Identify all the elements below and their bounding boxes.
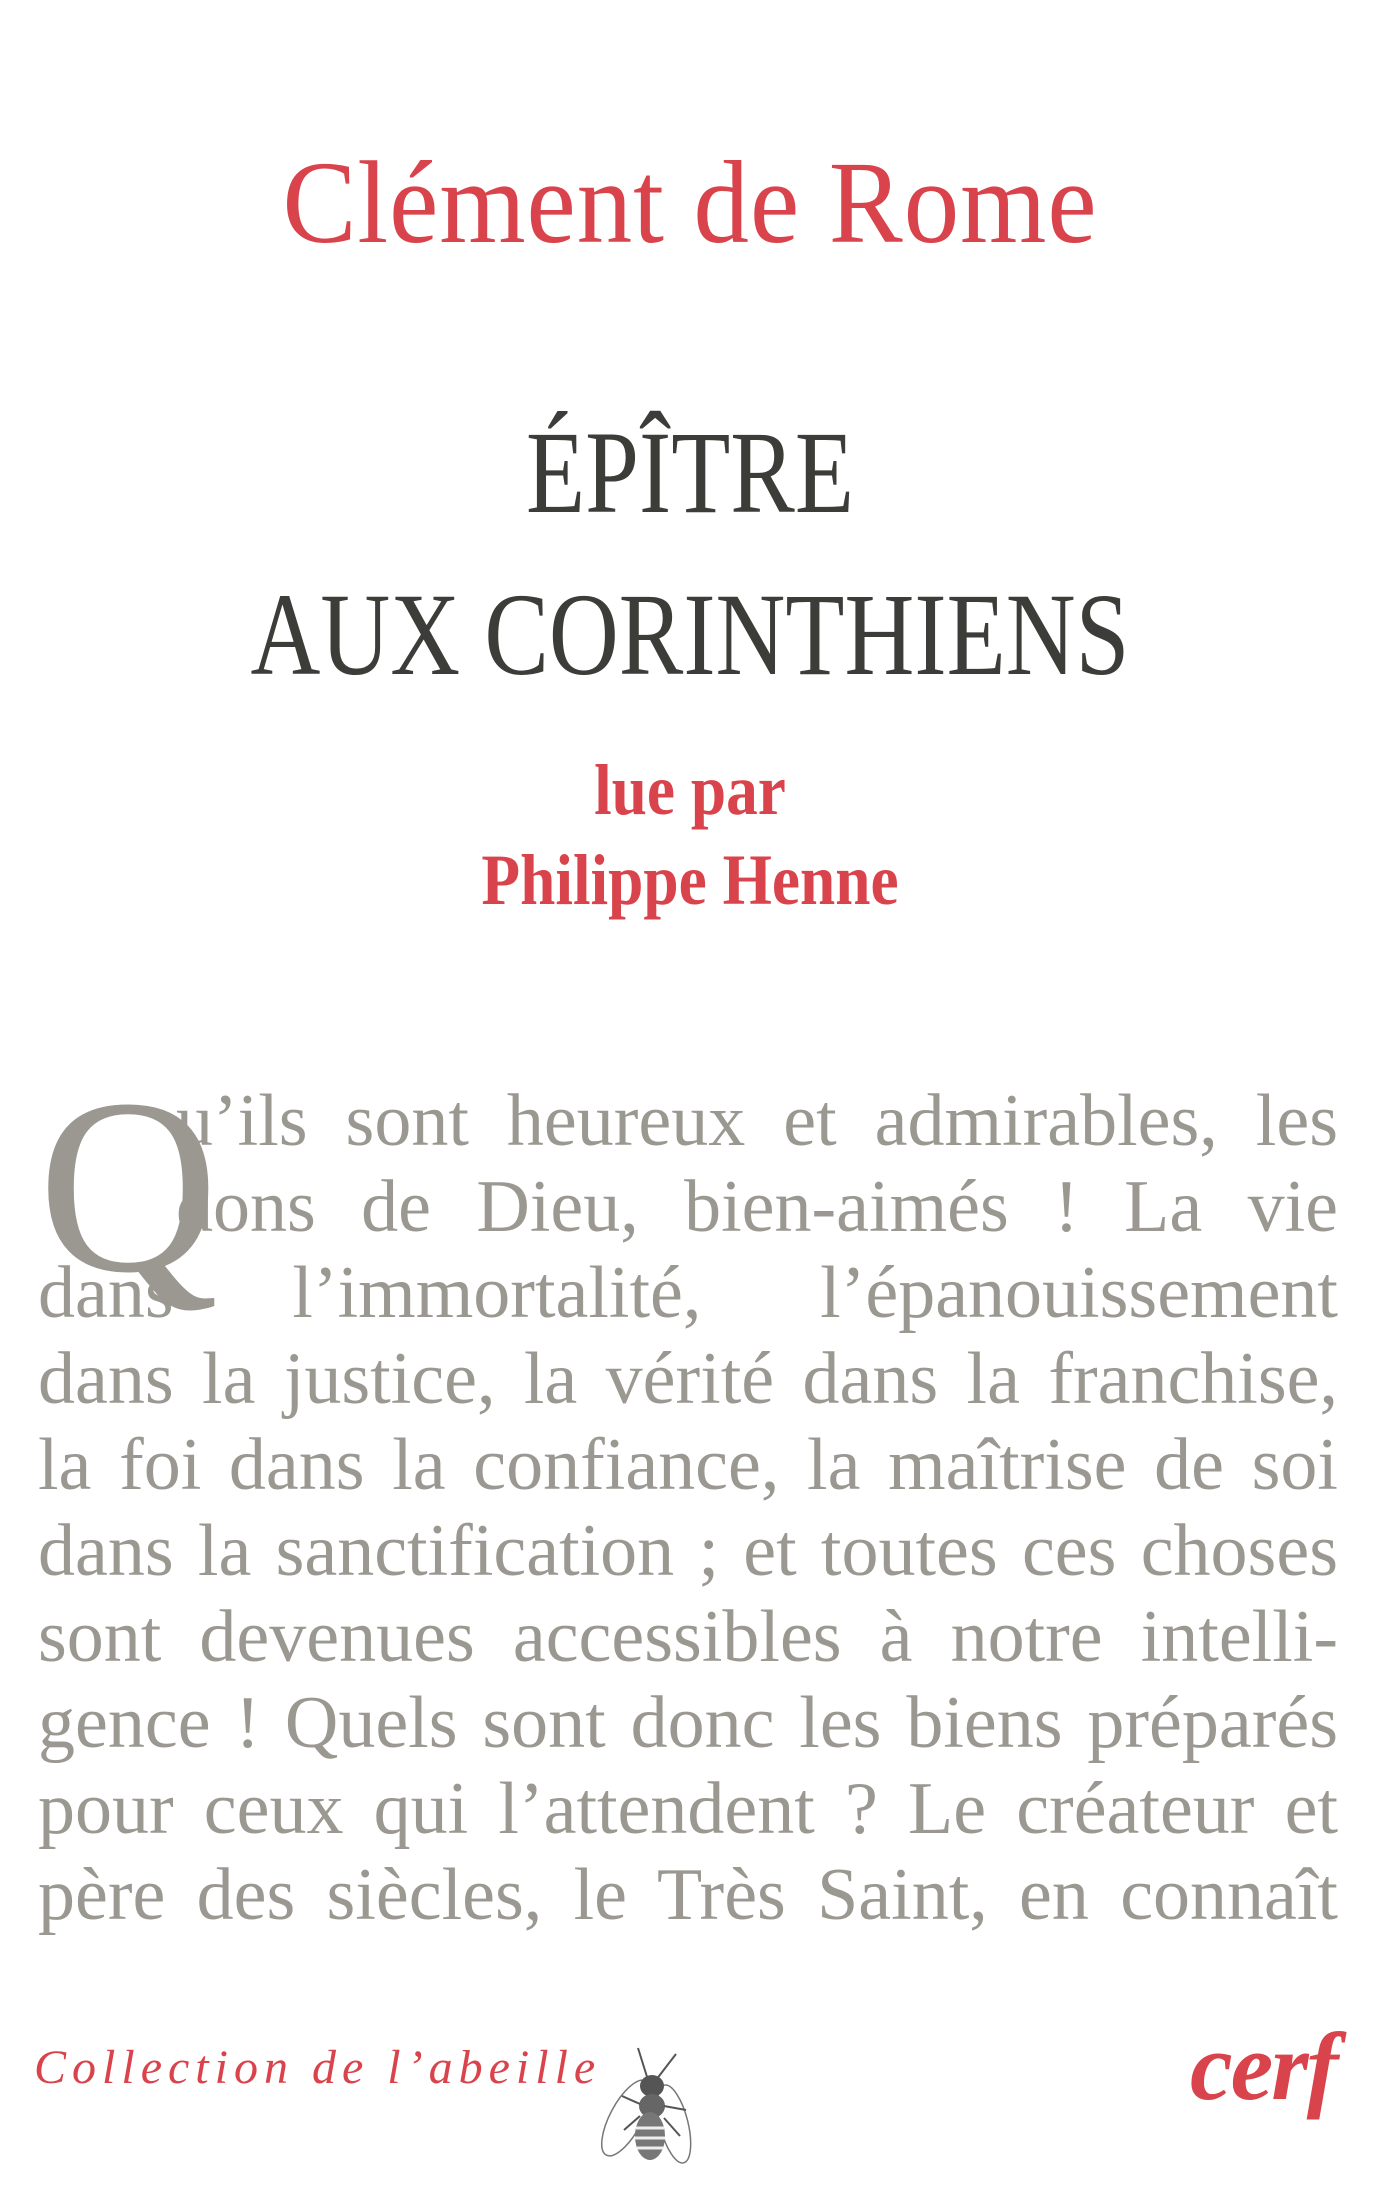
collection-name: Collection de l’abeille: [34, 2041, 602, 2094]
excerpt-line: dans la sanctification ; et toutes ces choses: [38, 1510, 1338, 1592]
excerpt-line: père des siècles, le Très Saint, en connaît: [38, 1854, 1338, 1936]
excerpt-line: dans la justice, la vérité dans la franchise,: [38, 1338, 1338, 1420]
excerpt-line: pour ceux qui l’attendent ? Le créateur et: [38, 1768, 1338, 1850]
reader-label: lue par: [594, 750, 786, 830]
excerpt-line: dons de Dieu, bien-aimés ! La vie: [176, 1166, 1338, 1248]
drop-cap: Q: [38, 1048, 219, 1325]
excerpt-line: u’ils sont heureux et admirables, les: [176, 1080, 1338, 1162]
excerpt-line: sont devenues accessibles à notre intelli-: [38, 1596, 1338, 1678]
reader-name: Philippe Henne: [481, 840, 899, 920]
book-title-line-2: AUX CORINTHIENS: [250, 569, 1130, 700]
excerpt-line: dans l’immortalité, l’épanouissement: [38, 1252, 1338, 1334]
bee-icon: [590, 2040, 710, 2180]
excerpt-line: la foi dans la confiance, la maîtrise de soi: [38, 1424, 1338, 1506]
publisher-logo: cerf: [1190, 2013, 1337, 2120]
book-title-line-1: ÉPÎTRE: [526, 407, 854, 538]
excerpt-line: gence ! Quels sont donc les biens préparés: [38, 1682, 1338, 1764]
author-name: Clément de Rome: [282, 137, 1098, 268]
